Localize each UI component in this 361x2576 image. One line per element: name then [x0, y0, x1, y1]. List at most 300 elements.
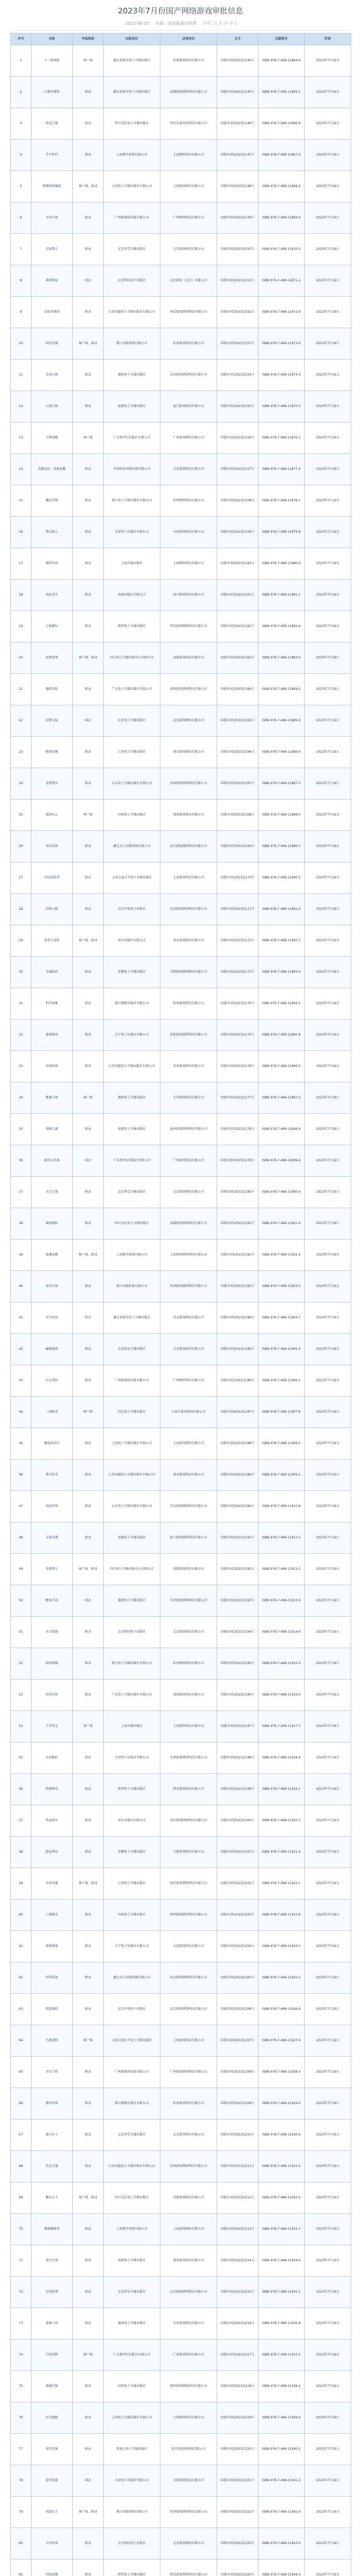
cell-no: 81 [11, 2560, 31, 2576]
cell-operator: 成都游戏科技有限公司 [160, 642, 217, 674]
cell-isbn: ISBN 978-7-498-11871-2 [258, 265, 305, 297]
cell-operator: 福州游戏网络科技有限公司 [160, 1114, 217, 1145]
cell-isbn: ISBN 978-7-498-11909-2 [258, 1460, 305, 1491]
cell-no: 5 [11, 171, 31, 202]
table-row [11, 831, 351, 862]
cell-game-name: 星际迷航者 [31, 862, 73, 894]
cell-date: 2023年7月19日 [305, 2182, 351, 2214]
cell-game-name: 星辰猎人 [31, 234, 73, 265]
cell-no: 13 [11, 422, 31, 454]
table-row [11, 297, 351, 328]
cell-operator: 杭州游戏网络科技有限公司 [160, 2497, 217, 2528]
cell-operator: 上海游戏网络有限公司 [160, 1428, 217, 1460]
cell-game-name: 花语庄园 [31, 1271, 73, 1302]
cell-game-name: 妖精物语 [31, 1774, 73, 1805]
cell-publisher: 湖南电子音像出版社 [104, 360, 160, 391]
cell-isbn: ISBN 978-7-498-11894-1 [258, 988, 305, 1020]
cell-doc-no: 国新出审[2023]1200号 [217, 1805, 258, 1837]
cell-isbn: ISBN 978-7-498-11929-0 [258, 2088, 305, 2120]
cell-publisher: 浙江出版传媒有限公司 [104, 1271, 160, 1302]
cell-publisher: 河南电子音像出版社 [104, 2371, 160, 2402]
table-row [11, 611, 351, 642]
cell-game-name: 冒险者联盟 [31, 297, 73, 328]
cell-doc-no: 国新出审[2023]1193号 [217, 1585, 258, 1617]
cell-operator: 西安游戏网络科技有限公司 [160, 2560, 217, 2576]
cell-date: 2023年7月19日 [305, 1491, 351, 1522]
table-row [11, 1585, 351, 1617]
cell-date: 2023年7月19日 [305, 1962, 351, 1994]
cell-game-name: 口袋精灵 [31, 1900, 73, 1931]
cell-no: 45 [11, 1428, 31, 1460]
cell-operator: 重庆游戏网络科技有限公司 [160, 1805, 217, 1837]
cell-no: 3 [11, 108, 31, 140]
cell-operator: 长沙游戏科技有限公司 [160, 2308, 217, 2340]
table-row [11, 1397, 351, 1428]
cell-no: 22 [11, 705, 31, 737]
table-row [11, 1680, 351, 1711]
cell-publisher: 广东电子音像出版社有限公司 [104, 1680, 160, 1711]
cell-isbn: ISBN 978-7-498-11926-9 [258, 1994, 305, 2025]
cell-doc-no: 国新出审[2023]1181号 [217, 1208, 258, 1240]
cell-category: 移动 [73, 1177, 104, 1208]
cell-category: 移动 [73, 1208, 104, 1240]
cell-game-name: 灵剑奇谭 [31, 1522, 73, 1554]
cell-date: 2023年7月19日 [305, 1428, 351, 1460]
cell-publisher: 辽宁电子出版社有限公司 [104, 1020, 160, 1051]
header-operator: 运营单位 [160, 33, 217, 45]
cell-publisher: 上海数字传媒有限公司 [104, 2214, 160, 2245]
cell-isbn: ISBN 978-7-498-11878-1 [258, 485, 305, 517]
cell-publisher: 浙江电子音像出版社有限公司 [104, 1648, 160, 1680]
cell-publisher: 上海音像出版社 [104, 548, 160, 580]
cell-no: 24 [11, 768, 31, 800]
cell-doc-no: 国新出审[2023]1194号 [217, 1617, 258, 1648]
cell-operator: 哈尔滨游戏科技有限公司 [160, 2434, 217, 2465]
cell-doc-no: 国新出审[2023]1197号 [217, 1711, 258, 1742]
cell-operator: 合肥游戏科技有限公司 [160, 1837, 217, 1868]
cell-category: 客户端 [73, 1711, 104, 1742]
cell-date: 2023年7月19日 [305, 485, 351, 517]
cell-operator: 上海网络科技有限公司 [160, 548, 217, 580]
cell-no: 74 [11, 2340, 31, 2371]
cell-doc-no: 国新出审[2023]1153号 [217, 328, 258, 360]
table-row [11, 2057, 351, 2088]
cell-isbn: ISBN 978-7-498-11901-6 [258, 1208, 305, 1240]
cell-operator: 北京游戏网络科技有限公司 [160, 1994, 217, 2025]
cell-isbn: ISBN 978-7-498-11877-4 [258, 454, 305, 485]
cell-doc-no: 国新出审[2023]1156号 [217, 422, 258, 454]
cell-game-name: 雷霆战机 [31, 1994, 73, 2025]
cell-isbn: ISBN 978-7-498-11867-5 [258, 140, 305, 171]
cell-isbn: ISBN 978-7-498-11916-0 [258, 1680, 305, 1711]
cell-no: 68 [11, 2151, 31, 2182]
cell-publisher: 北京中电电子出版社 [104, 894, 160, 925]
cell-publisher: 四川文化电子音像出版社 [104, 1208, 160, 1240]
cell-date: 2023年7月19日 [305, 2560, 351, 2576]
cell-game-name: 修真世界 [31, 2088, 73, 2120]
cell-game-name: 暗影刺客 [31, 1931, 73, 1962]
cell-isbn: ISBN 978-7-498-11927-6 [258, 2025, 305, 2057]
table-row [11, 1365, 351, 1397]
cell-doc-no: 国新出审[2023]1179号 [217, 1145, 258, 1177]
cell-category: 移动 [73, 862, 104, 894]
cell-doc-no: 国新出审[2023]1165号 [217, 705, 258, 737]
table-row [11, 2214, 351, 2245]
cell-isbn: ISBN 978-7-498-11940-5 [258, 2434, 305, 2465]
cell-no: 16 [11, 517, 31, 548]
cell-operator: 武汉游戏科技有限公司 [160, 1302, 217, 1334]
cell-category: 移动 [73, 1271, 104, 1302]
cell-no: 80 [11, 2528, 31, 2560]
cell-game-name: 秘境探险 [31, 1208, 73, 1240]
cell-publisher: 北京体育音像出版社 [104, 1334, 160, 1365]
cell-publisher: 河南电子音像出版社 [104, 1900, 160, 1931]
cell-doc-no: 国新出审[2023]1185号 [217, 1334, 258, 1365]
cell-date: 2023年7月19日 [305, 1271, 351, 1302]
cell-publisher: 湖南电子音像出版社 [104, 1082, 160, 1114]
table-row [11, 485, 351, 517]
cell-game-name: 无尽征途 [31, 1302, 73, 1334]
cell-game-name: 钢铁军团 [31, 548, 73, 580]
table-row [11, 2182, 351, 2214]
cell-operator: 武汉游戏网络科技有限公司 [160, 831, 217, 862]
cell-operator: 成都游戏网络科技有限公司 [160, 1208, 217, 1240]
cell-publisher: 海南出版社有限公司 [104, 580, 160, 611]
cell-publisher: 北京电子音像出版社 [104, 705, 160, 737]
cell-date: 2023年7月19日 [305, 768, 351, 800]
cell-game-name: 四季农场 [31, 1962, 73, 1994]
cell-date: 2023年7月19日 [305, 2308, 351, 2340]
cell-game-name: 战国风云 [31, 800, 73, 831]
table-row [11, 2465, 351, 2497]
cell-game-name: 足球经理 [31, 2277, 73, 2308]
cell-isbn: ISBN 978-7-498-11896-5 [258, 1051, 305, 1082]
cell-doc-no: 国新出审[2023]1161号 [217, 580, 258, 611]
cell-game-name: 千一游戏游 [31, 45, 73, 77]
cell-publisher: 北京华艺音像出版社 [104, 234, 160, 265]
cell-isbn: ISBN 978-7-498-11897-2 [258, 1082, 305, 1114]
table-row [11, 202, 351, 234]
cell-no: 32 [11, 1020, 31, 1051]
cell-isbn: ISBN 978-7-498-11904-7 [258, 1302, 305, 1334]
cell-game-name: 王牌战舰 [31, 422, 73, 454]
cell-date: 2023年7月19日 [305, 800, 351, 831]
cell-date: 2023年7月19日 [305, 2151, 351, 2182]
cell-operator: 广州游戏网络有限公司 [160, 422, 217, 454]
cell-operator: 杭州游戏科技有限公司 [160, 2088, 217, 2120]
cell-operator: 西安游戏网络科技有限公司 [160, 611, 217, 642]
cell-category: 移动 [73, 1365, 104, 1397]
cell-publisher: 北京体育音像出版社 [104, 2277, 160, 2308]
cell-game-name: 星光偶像 [31, 2402, 73, 2434]
cell-date: 2023年7月19日 [305, 957, 351, 988]
table-row [11, 1837, 351, 1868]
cell-category: 移动 [73, 1428, 104, 1460]
cell-no: 26 [11, 831, 31, 862]
cell-game-name: 武林至尊 [31, 642, 73, 674]
cell-publisher: 广东新世纪出版社有限公司 [104, 1145, 160, 1177]
cell-publisher: 北京科技电子出版社 [104, 1617, 160, 1648]
cell-category: 移动 [73, 2245, 104, 2277]
cell-date: 2023年7月19日 [305, 1114, 351, 1145]
table-row [11, 800, 351, 831]
cell-category: 移动 [73, 1962, 104, 1994]
cell-isbn: ISBN 978-7-498-11922-1 [258, 1868, 305, 1900]
cell-no: 55 [11, 1742, 31, 1774]
cell-publisher: 黑龙江电子音像出版社 [104, 2434, 160, 2465]
cell-category: 移动 [73, 2528, 104, 2560]
cell-game-name: 天命英雄 [31, 1868, 73, 1900]
cell-publisher: 陕西电子音像出版社 [104, 1774, 160, 1805]
cell-no: 59 [11, 1868, 31, 1900]
cell-publisher: 四川电子音像出版中心有限公司 [104, 642, 160, 674]
cell-publisher: 山东电子音像出版社有限公司 [104, 768, 160, 800]
table-row [11, 1020, 351, 1051]
table-row [11, 1145, 351, 1177]
cell-date: 2023年7月19日 [305, 2402, 351, 2434]
table-row [11, 894, 351, 925]
table-row [11, 1554, 351, 1585]
cell-doc-no: 国新出审[2023]1162号 [217, 611, 258, 642]
cell-doc-no: 国新出审[2023]1196号 [217, 1680, 258, 1711]
cell-publisher: 上海数字传媒有限公司 [104, 1240, 160, 1271]
cell-category: 移动 [73, 1648, 104, 1680]
table-row [11, 1302, 351, 1334]
cell-no: 52 [11, 1648, 31, 1680]
cell-category: 移动 [73, 2277, 104, 2308]
cell-isbn: ISBN 978-7-498-11888-0 [258, 800, 305, 831]
cell-doc-no: 国新出审[2023]1148号 [217, 171, 258, 202]
cell-isbn: ISBN 978-7-498-11913-9 [258, 1585, 305, 1617]
cell-isbn: ISBN 978-7-498-11887-3 [258, 768, 305, 800]
cell-date: 2023年7月19日 [305, 831, 351, 862]
table-row [11, 140, 351, 171]
cell-date: 2023年7月19日 [305, 1208, 351, 1240]
cell-operator: 杭州网络科技有限公司 [160, 485, 217, 517]
cell-date: 2023年7月19日 [305, 548, 351, 580]
cell-isbn: ISBN 978-7-498-11869-9 [258, 202, 305, 234]
table-row [11, 862, 351, 894]
table-row [11, 674, 351, 705]
cell-doc-no: 国新出审[2023]1190号 [217, 1491, 258, 1522]
table-row [11, 1114, 351, 1145]
table-row [11, 642, 351, 674]
cell-no: 56 [11, 1774, 31, 1805]
cell-no: 41 [11, 1302, 31, 1334]
cell-category: 移动 [73, 2151, 104, 2182]
cell-date: 2023年7月19日 [305, 2057, 351, 2088]
cell-doc-no: 国新出审[2023]1167号 [217, 768, 258, 800]
cell-no: 51 [11, 1617, 31, 1648]
cell-game-name: 快乐钓鱼 [31, 1680, 73, 1711]
cell-operator: 大连游戏科技有限公司 [160, 1931, 217, 1962]
cell-isbn: ISBN 978-7-498-11944-3 [258, 2560, 305, 2576]
cell-category: 客户端、移动 [73, 642, 104, 674]
cell-no: 20 [11, 642, 31, 674]
cell-no: 27 [11, 862, 31, 894]
cell-operator: 上海游戏科技有限公司 [160, 171, 217, 202]
cell-isbn: ISBN 978-7-498-11885-9 [258, 705, 305, 737]
cell-game-name: 三国群英 [31, 1397, 73, 1428]
cell-publisher: 山东电子音像出版社有限公司 [104, 1491, 160, 1522]
cell-date: 2023年7月19日 [305, 1680, 351, 1711]
cell-operator: 南昌游戏科技有限公司 [160, 737, 217, 768]
cell-operator: 福州游戏科技有限公司 [160, 2245, 217, 2277]
cell-isbn: ISBN 978-7-498-11914-6 [258, 1617, 305, 1648]
cell-no: 66 [11, 2088, 31, 2120]
cell-category: 移动 [73, 674, 104, 705]
cell-category: 客户端 [73, 800, 104, 831]
cell-game-name: 梦幻旅人 [31, 517, 73, 548]
cell-no: 33 [11, 1051, 31, 1082]
cell-date: 2023年7月19日 [305, 1365, 351, 1397]
cell-date: 2023年7月19日 [305, 2088, 351, 2120]
cell-isbn: ISBN 978-7-498-11906-1 [258, 1365, 305, 1397]
cell-date: 2023年7月19日 [305, 45, 351, 77]
cell-isbn: ISBN 978-7-498-11882-8 [258, 611, 305, 642]
cell-operator: 上海网络科技有限公司 [160, 140, 217, 171]
table-row [11, 2025, 351, 2057]
cell-isbn: ISBN 978-7-498-11917-7 [258, 1711, 305, 1742]
cell-no: 73 [11, 2308, 31, 2340]
cell-publisher: 中国科技出版传媒有限公司 [104, 454, 160, 485]
cell-no: 14 [11, 454, 31, 485]
table-row [11, 1460, 351, 1491]
cell-category: 移动 [73, 202, 104, 234]
cell-publisher: 北京华艺音像出版社 [104, 2120, 160, 2151]
table-row [11, 2308, 351, 2340]
cell-operator: 成都游戏网络科技有限公司 [160, 77, 217, 108]
cell-no: 9 [11, 297, 31, 328]
cell-no: 48 [11, 1522, 31, 1554]
cell-game-name: 霸业天下 [31, 2182, 73, 2214]
cell-no: 8 [11, 265, 31, 297]
cell-doc-no: 国新出审[2023]1183号 [217, 1271, 258, 1302]
cell-publisher: 浙江摄影出版社有限公司 [104, 988, 160, 1020]
cell-operator: 天津游戏科技有限公司 [160, 2465, 217, 2497]
cell-isbn: ISBN 978-7-498-11883-5 [258, 642, 305, 674]
cell-no: 75 [11, 2371, 31, 2402]
cell-isbn: ISBN 978-7-498-11930-6 [258, 2120, 305, 2151]
cell-isbn: ISBN 978-7-498-11900-9 [258, 1177, 305, 1208]
cell-isbn: ISBN 978-7-498-11876-7 [258, 422, 305, 454]
cell-category: 客户端、移动 [73, 1868, 104, 1900]
cell-game-name: 甜品物语 [31, 1837, 73, 1868]
cell-publisher: 上海电子音像出版社有限公司 [104, 171, 160, 202]
cell-isbn: ISBN 978-7-498-11899-6 [258, 1145, 305, 1177]
cell-isbn: ISBN 978-7-498-11918-4 [258, 1742, 305, 1774]
table-row [11, 1334, 351, 1365]
table-row [11, 957, 351, 988]
cell-category: 客户端 [73, 2340, 104, 2371]
cell-doc-no: 国新出审[2023]1166号 [217, 737, 258, 768]
cell-no: 25 [11, 800, 31, 831]
cell-no: 77 [11, 2434, 31, 2465]
cell-isbn: ISBN 978-7-498-11881-1 [258, 580, 305, 611]
cell-game-name: 天外归途 [31, 202, 73, 234]
cell-date: 2023年7月19日 [305, 2497, 351, 2528]
cell-publisher: 福建电子音像出版社 [104, 1522, 160, 1554]
table-row [11, 925, 351, 957]
cell-publisher: 广东新世纪出版社有限公司 [104, 2340, 160, 2371]
table-row [11, 2151, 351, 2182]
cell-doc-no: 国新出审[2023]1198号 [217, 1742, 258, 1774]
cell-no: 18 [11, 580, 31, 611]
cell-isbn: ISBN 978-7-498-11921-4 [258, 1837, 305, 1868]
cell-operator: 长沙游戏科技有限公司 [160, 1082, 217, 1114]
cell-doc-no: 国新出审[2023]1172号 [217, 925, 258, 957]
cell-doc-no: 国新出审[2023]1149号 [217, 202, 258, 234]
article-meta [0, 21, 361, 28]
cell-publisher: 上海数字传媒有限公司 [104, 140, 160, 171]
cell-no: 30 [11, 957, 31, 988]
font-size-control[interactable]: 字号：[ 大 中 小 ] [203, 21, 236, 26]
cell-game-name: 极速狂飙 [31, 737, 73, 768]
table-row [11, 1868, 351, 1900]
table-row [11, 548, 351, 580]
table-row [11, 705, 351, 737]
cell-no: 63 [11, 1994, 31, 2025]
cell-publisher: 江苏凤凰电子音像出版社有限公司 [104, 1460, 160, 1491]
cell-no: 4 [11, 140, 31, 171]
cell-game-name: 巅峰篮球 [31, 1334, 73, 1365]
cell-publisher: 湖北省新光电子音像出版社 [104, 45, 160, 77]
cell-doc-no: 国新出审[2023]1224号 [217, 2560, 258, 2576]
cell-isbn: ISBN 978-7-498-11898-9 [258, 1114, 305, 1145]
cell-category: 移动 [73, 548, 104, 580]
cell-category: 移动 [73, 234, 104, 265]
cell-category: 移动 [73, 768, 104, 800]
cell-operator: 北京游戏网络有限公司 [160, 2528, 217, 2560]
table-row [11, 265, 351, 297]
cell-publisher: 浙江出版传媒有限公司 [104, 2497, 160, 2528]
cell-publisher: 福建电子音像出版社 [104, 391, 160, 422]
cell-category: 移动 [73, 894, 104, 925]
cell-category: 移动 [73, 517, 104, 548]
cell-game-name: 机甲战姬 [31, 988, 73, 1020]
cell-doc-no: 国新出审[2023]1207号 [217, 2025, 258, 2057]
cell-isbn: ISBN 978-7-498-11910-8 [258, 1491, 305, 1522]
cell-date: 2023年7月19日 [305, 2245, 351, 2277]
cell-date: 2023年7月19日 [305, 674, 351, 705]
cell-game-name: 神兵传奇 [31, 1460, 73, 1491]
cell-publisher: 北京中电电子出版社 [104, 1994, 160, 2025]
header-category: 申报类别 [73, 33, 104, 45]
approval-table [10, 33, 351, 2576]
cell-no: 67 [11, 2120, 31, 2151]
cell-operator: 沈阳游戏网络科技有限公司 [160, 1020, 217, 1051]
cell-isbn: ISBN 978-7-498-11864-4 [258, 45, 305, 77]
cell-doc-no: 国新出审[2023]1218号 [217, 2371, 258, 2402]
cell-operator: 杭州游戏网络科技有限公司 [160, 1271, 217, 1302]
cell-date: 2023年7月19日 [305, 894, 351, 925]
cell-game-name: 幻想大陆 [31, 705, 73, 737]
cell-publisher: 广州新媒体出版有限公司 [104, 202, 160, 234]
table-row [11, 234, 351, 265]
cell-date: 2023年7月19日 [305, 1648, 351, 1680]
cell-publisher: 北京科技电子出版社 [104, 2528, 160, 2560]
cell-publisher: 江苏凤凰电子音像出版社有限公司 [104, 2151, 160, 2182]
table-row [11, 1931, 351, 1962]
cell-operator: 杭州游戏科技有限公司 [160, 988, 217, 1020]
cell-doc-no: 国新出审[2023]1182号 [217, 1240, 258, 1271]
cell-doc-no: 国新出审[2023]1147号 [217, 140, 258, 171]
cell-no: 62 [11, 1962, 31, 1994]
cell-date: 2023年7月19日 [305, 1522, 351, 1554]
cell-date: 2023年7月19日 [305, 77, 351, 108]
cell-category: 移动 [73, 297, 104, 328]
cell-doc-no: 国新出审[2023]1175号 [217, 1020, 258, 1051]
